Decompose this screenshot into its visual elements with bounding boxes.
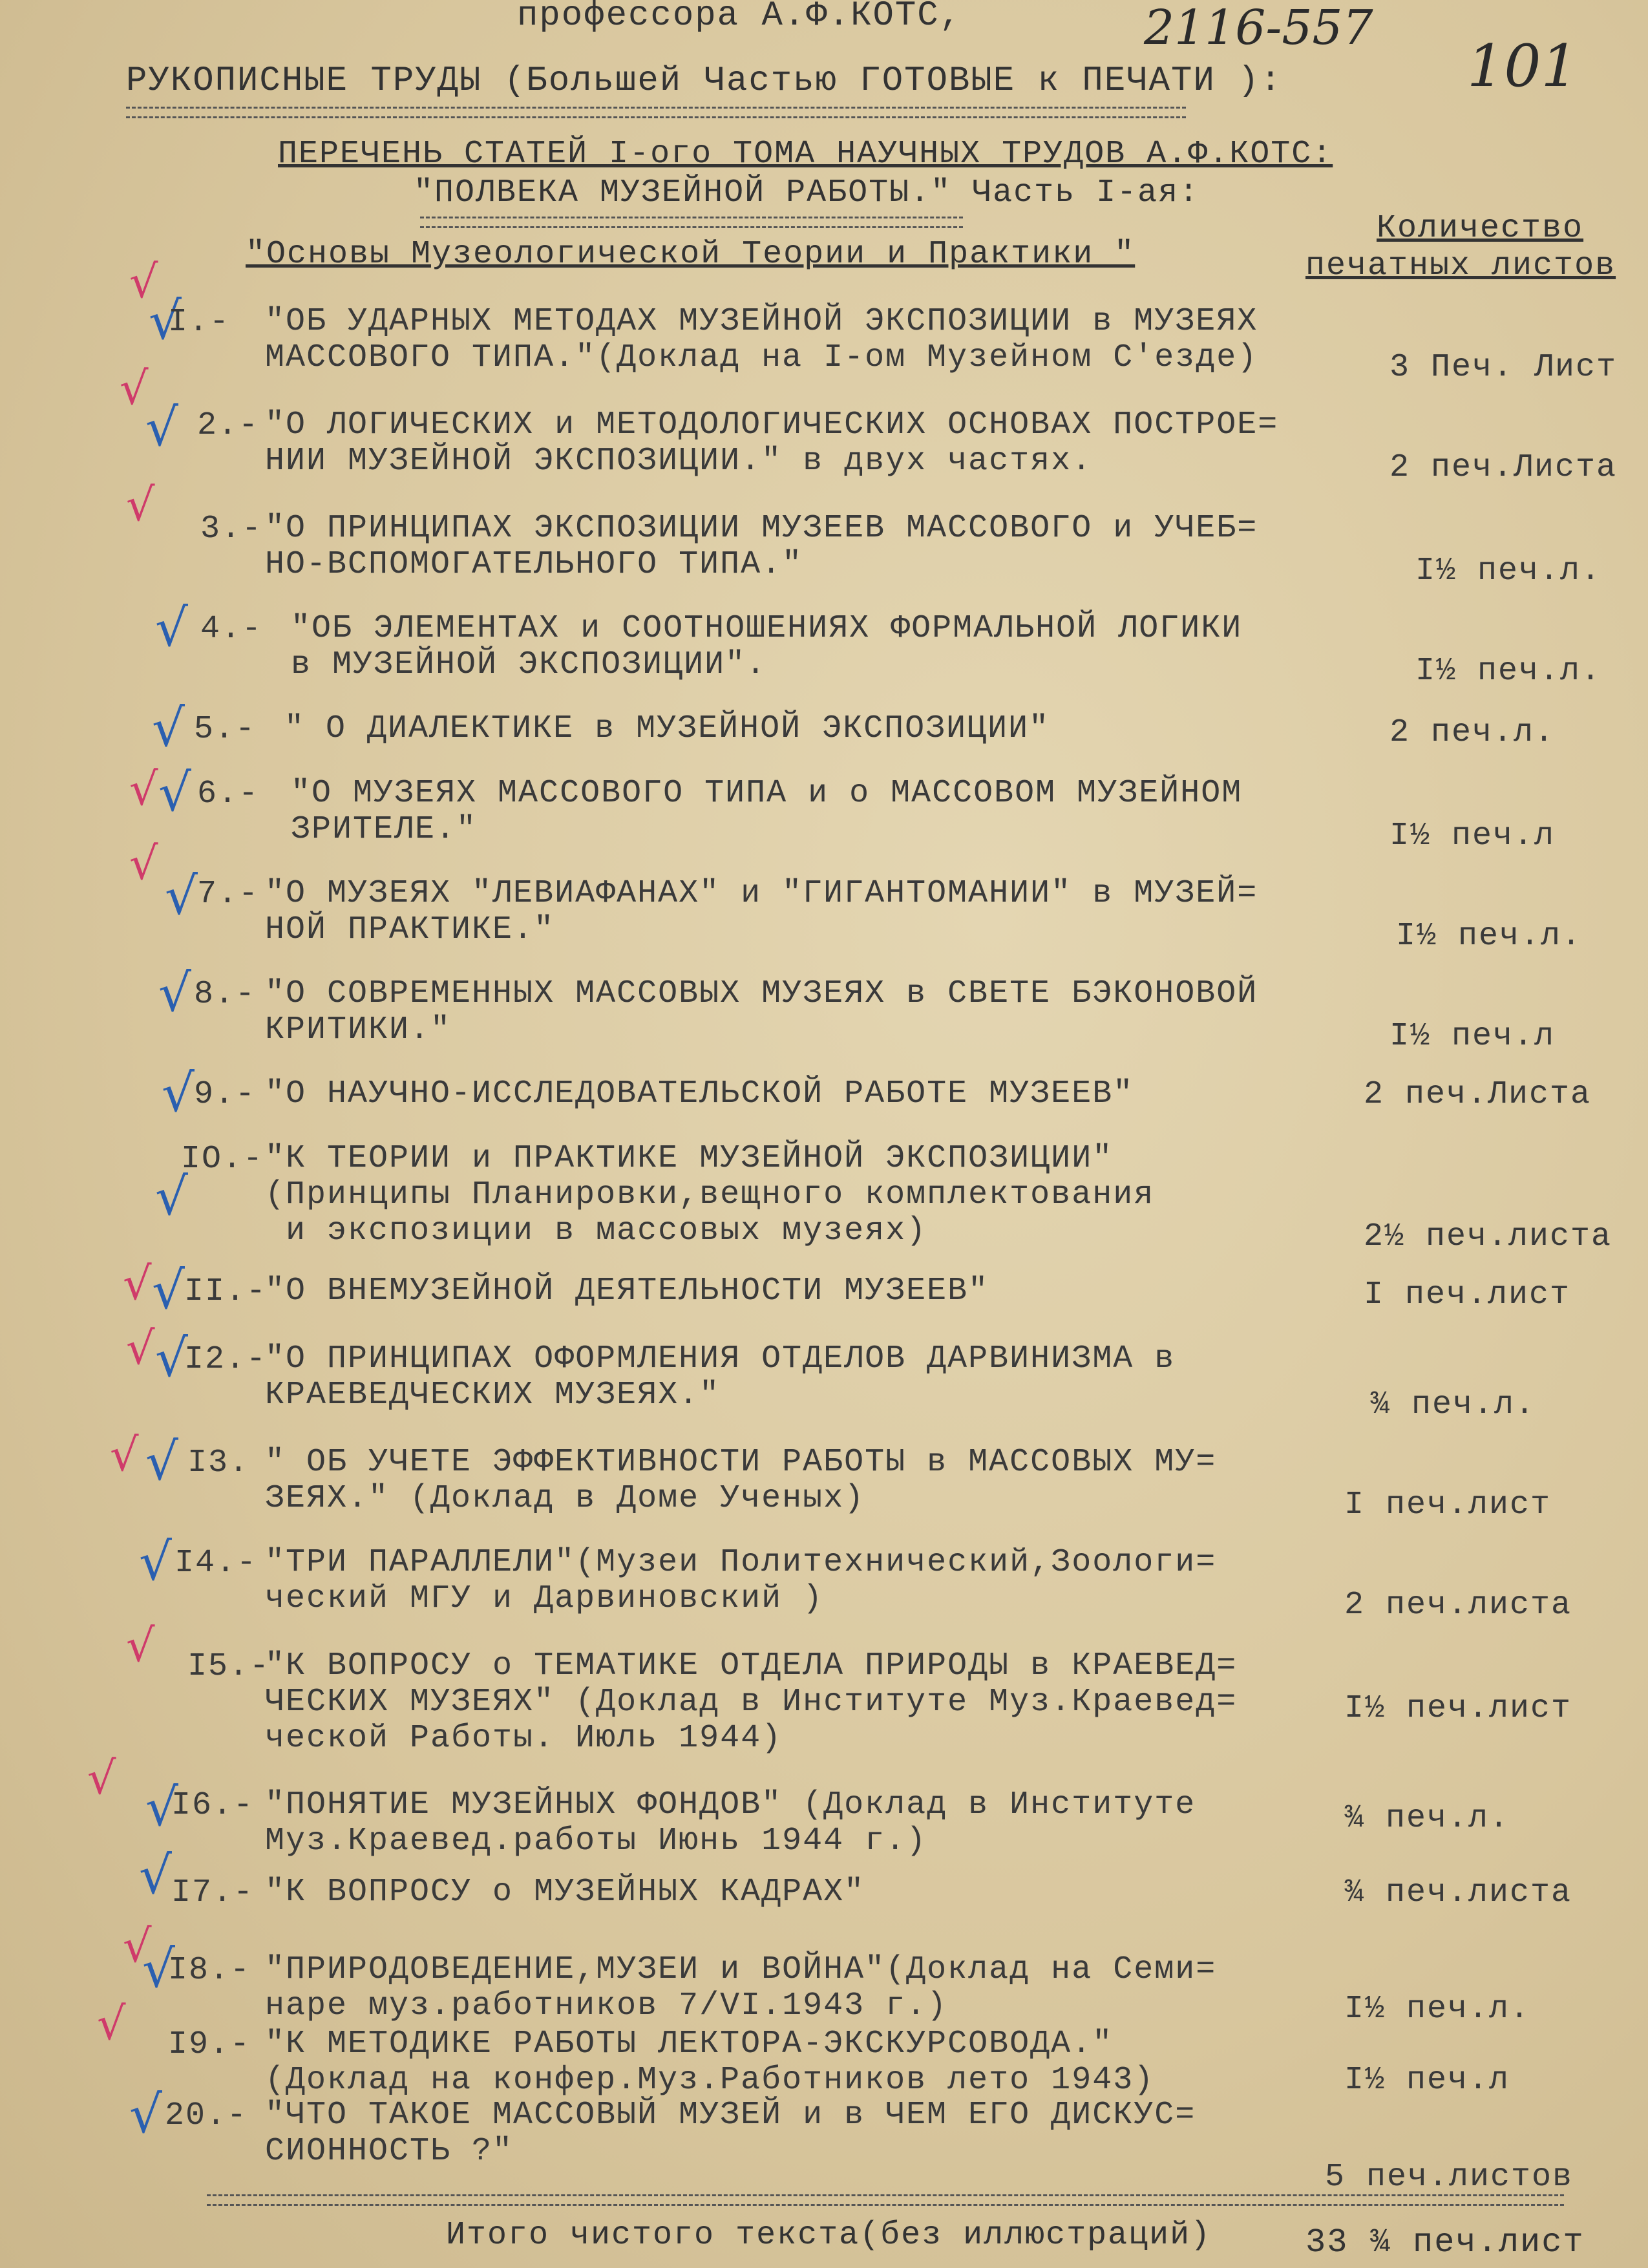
entry-number: I3. <box>187 1445 250 1481</box>
entry-size: I½ печ.л. <box>1415 653 1602 690</box>
entry-size: ¾ печ.листа <box>1344 1874 1572 1911</box>
entry-number: IO.- <box>181 1141 264 1178</box>
total-value: 33 ¾ печ.лист <box>1305 2223 1585 2262</box>
blue-check-mark: √ <box>139 1532 172 1592</box>
entry-number: 20.- <box>165 2097 248 2134</box>
blue-check-mark: √ <box>155 1167 188 1227</box>
entry-title: "ЧТО ТАКОЕ МАССОВЫЙ МУЗЕЙ и в ЧЕМ ЕГО ДИСКУС= СИОННОСТЬ ?" <box>265 2097 1196 2170</box>
entry-size: ¾ печ.л. <box>1370 1386 1536 1423</box>
entry-number: I4.- <box>174 1545 258 1582</box>
blue-check-mark: √ <box>139 1845 172 1905</box>
entry-number: I.- <box>168 304 231 341</box>
column-heading-quantity: Количество <box>1377 210 1584 247</box>
red-check-mark: √ <box>123 1257 152 1310</box>
entry-size: I½ печ.л. <box>1344 1991 1531 2028</box>
entry-title: "К ВОПРОСУ о МУЗЕЙНЫХ КАДРАХ" <box>265 1874 865 1911</box>
entry-title: "О СОВРЕМЕННЫХ МАССОВЫХ МУЗЕЯХ в СВЕТЕ БЭКОНОВОЙ КРИТИКИ." <box>265 975 1258 1048</box>
entry-title: "ПРИРОДОВЕДЕНИЕ,МУЗЕИ и ВОЙНА"(Доклад на Семи= наре муз.работников 7/VI.1943 г.) <box>265 1951 1217 2024</box>
entry-number: 8.- <box>194 976 257 1013</box>
red-check-mark: √ <box>120 362 149 415</box>
red-check-mark: √ <box>129 837 158 890</box>
column-heading-sheets: печатных листов <box>1305 248 1616 284</box>
red-check-mark: √ <box>126 1322 155 1375</box>
red-check-mark: √ <box>123 1920 152 1973</box>
entry-number: 7.- <box>197 876 260 913</box>
section-title: "Основы Музеологической Теории и Практики " <box>246 236 1136 273</box>
entry-size: ¾ печ.л. <box>1344 1800 1510 1837</box>
entry-title: "О ВНЕМУЗЕЙНОЙ ДЕЯТЕЛЬНОСТИ МУЗЕЕВ" <box>265 1273 989 1309</box>
entry-title: "ОБ ЭЛЕМЕНТАХ и СООТНОШЕНИЯХ ФОРМАЛЬНОЙ ЛОГИКИ в МУЗЕЙНОЙ ЭКСПОЗИЦИИ". <box>291 610 1243 683</box>
blue-check-mark: √ <box>142 1939 175 1999</box>
entry-size: 3 Печ. Лист <box>1389 349 1618 386</box>
entry-number: 6.- <box>197 776 260 812</box>
list-title: ПЕРЕЧЕНЬ СТАТЕЙ I-ого ТОМА НАУЧНЫХ ТРУДОВ А.Ф.КОТС: <box>278 136 1333 173</box>
document-heading: РУКОПИСНЫЕ ТРУДЫ (Большей Частью ГОТОВЫЕ к ПЕЧАТИ ): <box>126 61 1283 101</box>
entry-number: 4.- <box>200 611 263 648</box>
entry-size: 2 печ.листа <box>1344 1587 1572 1624</box>
entry-size: 2 печ.Листа <box>1389 449 1618 486</box>
blue-check-mark: √ <box>165 866 198 926</box>
entry-size: 5 печ.листов <box>1325 2159 1574 2196</box>
entry-size: 2½ печ.листа <box>1364 1218 1612 1255</box>
entry-size: I печ.лист <box>1344 1487 1552 1523</box>
blue-check-mark: √ <box>145 1777 178 1838</box>
blue-check-mark: √ <box>155 1328 188 1388</box>
entry-title: "О НАУЧНО-ИССЛЕДОВАТЕЛЬСКОЙ РАБОТЕ МУЗЕЕВ" <box>265 1076 1134 1112</box>
entry-size: I½ печ.л <box>1389 1018 1556 1055</box>
red-check-mark: √ <box>126 478 155 531</box>
blue-check-mark: √ <box>149 291 182 351</box>
entry-title: "О МУЗЕЯХ МАССОВОГО ТИПА и о МАССОВОМ МУЗЕЙНОМ ЗРИТЕЛЕ." <box>291 775 1243 848</box>
red-check-mark: √ <box>87 1752 116 1805</box>
heading-rule <box>126 107 1186 118</box>
entry-title: "О МУЗЕЯХ "ЛЕВИАФАНАХ" и "ГИГАНТОМАНИИ" в МУЗЕЙ= НОЙ ПРАКТИКЕ." <box>265 875 1258 948</box>
footer-rule <box>207 2194 1564 2206</box>
entry-title: "К ТЕОРИИ и ПРАКТИКЕ МУЗЕЙНОЙ ЭКСПОЗИЦИИ" (Принципы Планировки,вещного комплектования и экспозиции в массовых музеях) <box>265 1140 1155 1249</box>
header-line-top: профессора А.Ф.КОТС, <box>517 0 962 36</box>
blue-check-mark: √ <box>152 1260 185 1320</box>
blue-check-mark: √ <box>145 1432 178 1492</box>
entry-size: I½ печ.л <box>1389 818 1556 854</box>
entry-size: I½ печ.л. <box>1396 918 1583 955</box>
blue-check-mark: √ <box>152 698 185 758</box>
blue-check-mark: √ <box>158 963 191 1023</box>
entry-number: I8.- <box>168 1952 251 1989</box>
entry-title: "О ПРИНЦИПАХ ОФОРМЛЕНИЯ ОТДЕЛОВ ДАРВИНИЗМА в КРАЕВЕДЧЕСКИХ МУЗЕЯХ." <box>265 1341 1176 1414</box>
entry-title: "К МЕТОДИКЕ РАБОТЫ ЛЕКТОРА-ЭКСКУРСОВОДА." (Доклад на конфер.Муз.Работников лето 1943) <box>265 2026 1155 2099</box>
entry-title: " О ДИАЛЕКТИКЕ в МУЗЕЙНОЙ ЭКСПОЗИЦИИ" <box>284 710 1050 747</box>
entry-number: 5.- <box>194 711 257 748</box>
entry-title: "О ПРИНЦИПАХ ЭКСПОЗИЦИИ МУЗЕЕВ МАССОВОГО и УЧЕБ= НО-ВСПОМОГАТЕЛЬНОГО ТИПА." <box>265 510 1258 583</box>
entry-title: "К ВОПРОСУ о ТЕМАТИКЕ ОТДЕЛА ПРИРОДЫ в КРАЕВЕД= ЧЕСКИХ МУЗЕЯХ" (Доклад в Институте Муз.Краевед= ческой Работы. Июль 1944) <box>265 1648 1238 1757</box>
entry-size: I½ печ.л <box>1344 2062 1510 2099</box>
red-check-mark: √ <box>126 1619 155 1672</box>
volume-title: "ПОЛВЕКА МУЗЕЙНОЙ РАБОТЫ." Часть I-ая: <box>414 175 1200 211</box>
entry-size: I печ.лист <box>1364 1277 1571 1313</box>
entry-title: "ПОНЯТИЕ МУЗЕЙНЫХ ФОНДОВ" (Доклад в Институте Муз.Краевед.работы Июнь 1944 г.) <box>265 1786 1196 1860</box>
entry-title: "ТРИ ПАРАЛЛЕЛИ"(Музеи Политехнический,Зоологи= ческий МГУ и Дарвиновский ) <box>265 1544 1217 1617</box>
red-check-mark: √ <box>129 763 158 816</box>
entry-number: I2.- <box>184 1341 268 1378</box>
entry-size: I½ печ.л. <box>1415 553 1602 589</box>
entry-number: 9.- <box>194 1076 257 1113</box>
entry-size: 2 печ.л. <box>1389 714 1556 751</box>
entry-number: 2.- <box>197 407 260 444</box>
volume-rule <box>420 217 963 228</box>
blue-check-mark: √ <box>162 1063 195 1123</box>
entry-title: "О ЛОГИЧЕСКИХ и МЕТОДОЛОГИЧЕСКИХ ОСНОВАХ ПОСТРОЕ= НИИ МУЗЕЙНОЙ ЭКСПОЗИЦИИ." в двух частях. <box>265 407 1279 480</box>
blue-check-mark: √ <box>145 397 178 458</box>
archive-code: 2116-557 <box>1144 0 1373 56</box>
red-check-mark: √ <box>97 1997 126 2050</box>
entry-number: II.- <box>184 1273 268 1310</box>
entry-title: " ОБ УЧЕТЕ ЭФФЕКТИВНОСТИ РАБОТЫ в МАССОВЫХ МУ= ЗЕЯХ." (Доклад в Доме Ученых) <box>265 1444 1217 1517</box>
entry-number: I5.- <box>187 1648 271 1685</box>
red-check-mark: √ <box>129 255 158 308</box>
entry-number: I9.- <box>168 2026 251 2063</box>
entry-number: 3.- <box>200 511 263 547</box>
entry-number: I7.- <box>171 1874 255 1911</box>
blue-check-mark: √ <box>129 2084 162 2145</box>
entry-size: I½ печ.лист <box>1344 1690 1572 1727</box>
entry-title: "ОБ УДАРНЫХ МЕТОДАХ МУЗЕЙНОЙ ЭКСПОЗИЦИИ в МУЗЕЯХ МАССОВОГО ТИПА."(Доклад на I-ом Музейном С'езде) <box>265 303 1258 376</box>
blue-check-mark: √ <box>155 598 188 658</box>
blue-check-mark: √ <box>158 763 191 823</box>
red-check-mark: √ <box>110 1428 139 1481</box>
entry-number: I6.- <box>171 1787 255 1824</box>
entry-size: 2 печ.Листа <box>1364 1076 1592 1113</box>
total-label: Итого чистого текста(без иллюстраций) <box>446 2217 1212 2254</box>
page-number: 101 <box>1467 32 1578 100</box>
